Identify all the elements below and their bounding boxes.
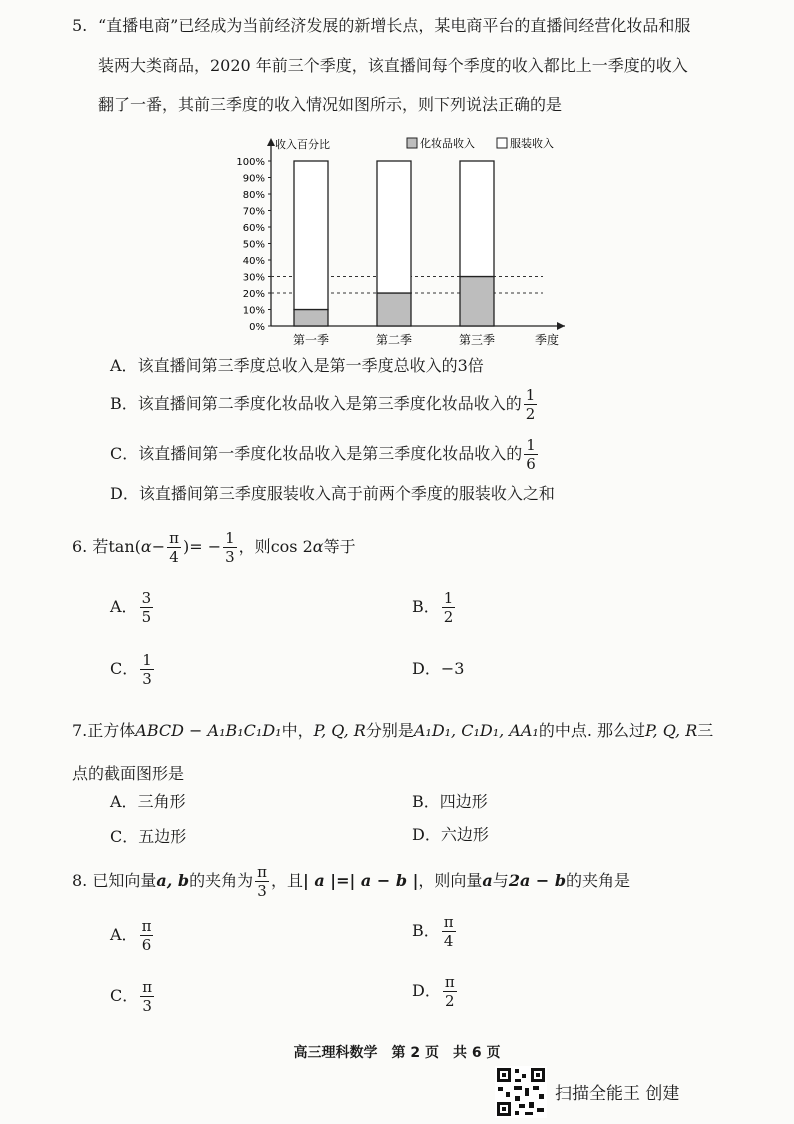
stacked-bar-chart (225, 132, 585, 352)
y-axis-label: 收入百分比 (275, 138, 330, 151)
q8-option-c-den: 3 (142, 997, 152, 1015)
q6-option-a (110, 586, 155, 628)
q8-stem-f: 的夹角是 (566, 871, 631, 890)
q8-option-d-label: D． (412, 981, 441, 1000)
q6-option-c-label: C． (110, 659, 139, 678)
q7-cube: ABCD − A₁B₁C₁D₁ (135, 721, 282, 740)
q6-prefix: 若 (92, 537, 109, 556)
legend-label: 服装收入 (510, 137, 554, 150)
bar-segment (294, 161, 328, 310)
q5-option-b-label: B． (110, 394, 138, 413)
q5-option-a-text: 该直播间第三季度总收入是第一季度总收入的3倍 (137, 356, 484, 375)
q7-stem-e: 三 (697, 721, 714, 740)
x-tick-label: 第一季 (292, 333, 330, 347)
q7-option-a (110, 791, 186, 813)
legend-label: 化妆品收入 (420, 137, 475, 150)
q5-option-d-text: 该直播间第三季度服装收入高于前两个季度的服装收入之和 (138, 484, 555, 503)
q6-option-c (110, 648, 156, 690)
y-axis-arrow (267, 138, 275, 146)
bar-segment (460, 277, 494, 327)
q8-stem (72, 860, 630, 902)
y-tick-label: 20% (242, 289, 265, 300)
bar-segment (294, 310, 328, 327)
q5-option-c-label: C． (110, 444, 139, 463)
q8-option-a-den: 6 (141, 936, 152, 954)
q6-alpha-2: α (312, 537, 324, 556)
x-axis-label: 季度 (535, 333, 560, 347)
q7-stem-a: 正方体 (87, 721, 136, 740)
y-tick-label: 90% (242, 173, 265, 185)
q6-minus: − (151, 537, 166, 556)
q8-option-c (110, 975, 156, 1017)
q8-option-b (412, 910, 458, 952)
q6-eq: = − (189, 537, 222, 556)
q6-one: 1 (225, 529, 235, 547)
x-tick-label: 第二季 (375, 333, 413, 347)
q6-option-d-text: −3 (440, 659, 465, 678)
y-tick-label: 100% (236, 157, 265, 168)
q7-option-d-text: 六边形 (440, 825, 489, 844)
q6-number: 6. (72, 537, 88, 556)
q6-option-c-den: 3 (142, 670, 152, 688)
q8-stem-c: ，且 (270, 871, 303, 890)
q7-stem-b: 中， (281, 721, 314, 740)
page-footer: 高三理科数学 第 2 页 共 6 页 (293, 1045, 501, 1061)
y-tick-label: 30% (242, 272, 265, 284)
q5-option-c-text: 该直播间第一季度化妆品收入是第三季度化妆品收入的 (138, 444, 523, 463)
q7-stem-line1 (72, 720, 713, 742)
q7-option-c-text: 五边形 (138, 827, 187, 846)
q7-stem-line2: 点的截面图形是 (72, 764, 185, 783)
q7-stem-c: 分别是 (365, 721, 414, 740)
q8-option-a (110, 914, 155, 956)
q5-option-a (110, 355, 484, 377)
q6-stem (72, 526, 356, 568)
q8-option-c-label: C． (110, 986, 139, 1005)
q6-four: 4 (169, 548, 179, 566)
q7-option-a-label: A． (110, 792, 138, 811)
q5-number: 5. (72, 16, 88, 35)
q8-ab: a, b (156, 871, 190, 890)
y-tick-label: 0% (249, 322, 265, 333)
q6-option-b-label: B． (412, 597, 440, 616)
q8-option-a-num: π (141, 917, 152, 935)
q8-stem-e: 与 (492, 871, 509, 890)
q5-option-b-text: 该直播间第二季度化妆品收入是第三季度化妆品收入的 (137, 394, 522, 413)
q8-a: a (482, 871, 493, 890)
q6-option-a-num: 3 (141, 589, 152, 607)
q7-option-d-label: D． (412, 825, 441, 844)
q7-number: 7. (72, 721, 88, 740)
y-tick-label: 70% (242, 206, 265, 218)
q6-cos: cos 2 (270, 537, 313, 556)
q7-option-b-label: B． (412, 792, 440, 811)
q5-option-d (110, 483, 555, 505)
scanner-watermark-text: 扫描全能王 创建 (555, 1084, 680, 1104)
y-tick-label: 40% (242, 256, 265, 267)
y-tick-label: 80% (242, 190, 265, 201)
qr-code-icon (495, 1066, 547, 1118)
q6-option-d-label: D． (412, 659, 441, 678)
y-tick-label: 60% (242, 223, 265, 234)
q7-option-d (412, 824, 489, 846)
q5-option-b-num: 1 (525, 386, 536, 404)
q6-option-b (412, 586, 457, 628)
q8-option-c-num: π (142, 978, 153, 996)
q8-option-b-den: 4 (443, 932, 454, 950)
q6-close: ) (182, 537, 190, 556)
q6-three: 3 (225, 548, 235, 566)
q7-option-b (412, 791, 488, 813)
q8-option-b-label: B． (412, 921, 440, 940)
q5-stem-line2: 装两大类商品，2020 年前三个季度，该直播间每个季度的收入都比上一季度的收入 (98, 56, 688, 75)
q8-option-d-den: 2 (445, 992, 455, 1010)
q8-pi: π (257, 863, 267, 881)
q7-pqr-2: P, Q, R (645, 721, 698, 740)
q8-option-b-num: π (443, 913, 454, 931)
q5-stem-line3: 翻了一番，其前三季度的收入情况如图所示，则下列说法正确的是 (98, 95, 563, 114)
bar-segment (377, 161, 411, 293)
q7-pqr: P, Q, R (313, 721, 366, 740)
bar-segment (460, 161, 494, 277)
bar-segment (377, 293, 411, 326)
q6-option-d (412, 658, 464, 680)
q6-option-a-den: 5 (141, 608, 152, 626)
q6-tan: tan( (108, 537, 141, 556)
q5-option-b (110, 384, 539, 424)
q6-alpha: α (140, 537, 152, 556)
q7-option-b-text: 四边形 (439, 792, 488, 811)
q6-option-b-num: 1 (443, 589, 454, 607)
q8-option-a-label: A． (110, 925, 138, 944)
y-tick-label: 10% (242, 305, 265, 317)
q5-stem-line1: “直播电商”已经成为当前经济发展的新增长点，某电商平台的直播间经营化妆品和服 (98, 16, 691, 35)
q5-option-c-den: 6 (526, 455, 536, 473)
q7-mids: A₁D₁, C₁D₁, AA₁ (413, 721, 539, 740)
q8-expr: 2a − b (508, 871, 567, 890)
q8-stem-a: 已知向量 (92, 871, 157, 890)
q5-option-d-label: D． (110, 484, 139, 503)
q7-option-a-text: 三角形 (137, 792, 186, 811)
q6-option-c-num: 1 (142, 651, 152, 669)
q8-option-d-num: π (444, 973, 455, 991)
q5-option-a-label: A． (110, 356, 138, 375)
q8-option-d (412, 970, 459, 1012)
y-tick-label: 50% (242, 239, 265, 251)
x-tick-label: 第三季 (458, 333, 496, 347)
q8-three: 3 (257, 882, 267, 900)
legend-swatch (497, 138, 507, 148)
q6-suffix-a: ，则 (238, 537, 271, 556)
q6-suffix-b: 等于 (323, 537, 356, 556)
q8-stem-d: ，则向量 (418, 871, 483, 890)
q7-stem-d: 的中点. 那么过 (538, 721, 646, 740)
q8-number: 8. (72, 871, 88, 890)
q7-option-c-label: C． (110, 827, 139, 846)
q6-option-b-den: 2 (443, 608, 454, 626)
q8-cond: | a |=| a − b | (302, 871, 419, 890)
legend-swatch (407, 138, 417, 148)
q5-option-c (110, 434, 540, 474)
q5-option-c-num: 1 (526, 436, 536, 454)
q5-option-b-den: 2 (525, 405, 536, 423)
x-axis-arrow (557, 322, 565, 330)
q8-stem-b: 的夹角为 (189, 871, 254, 890)
q7-option-c (110, 826, 186, 848)
q6-pi: π (169, 529, 179, 547)
q6-option-a-label: A． (110, 597, 138, 616)
